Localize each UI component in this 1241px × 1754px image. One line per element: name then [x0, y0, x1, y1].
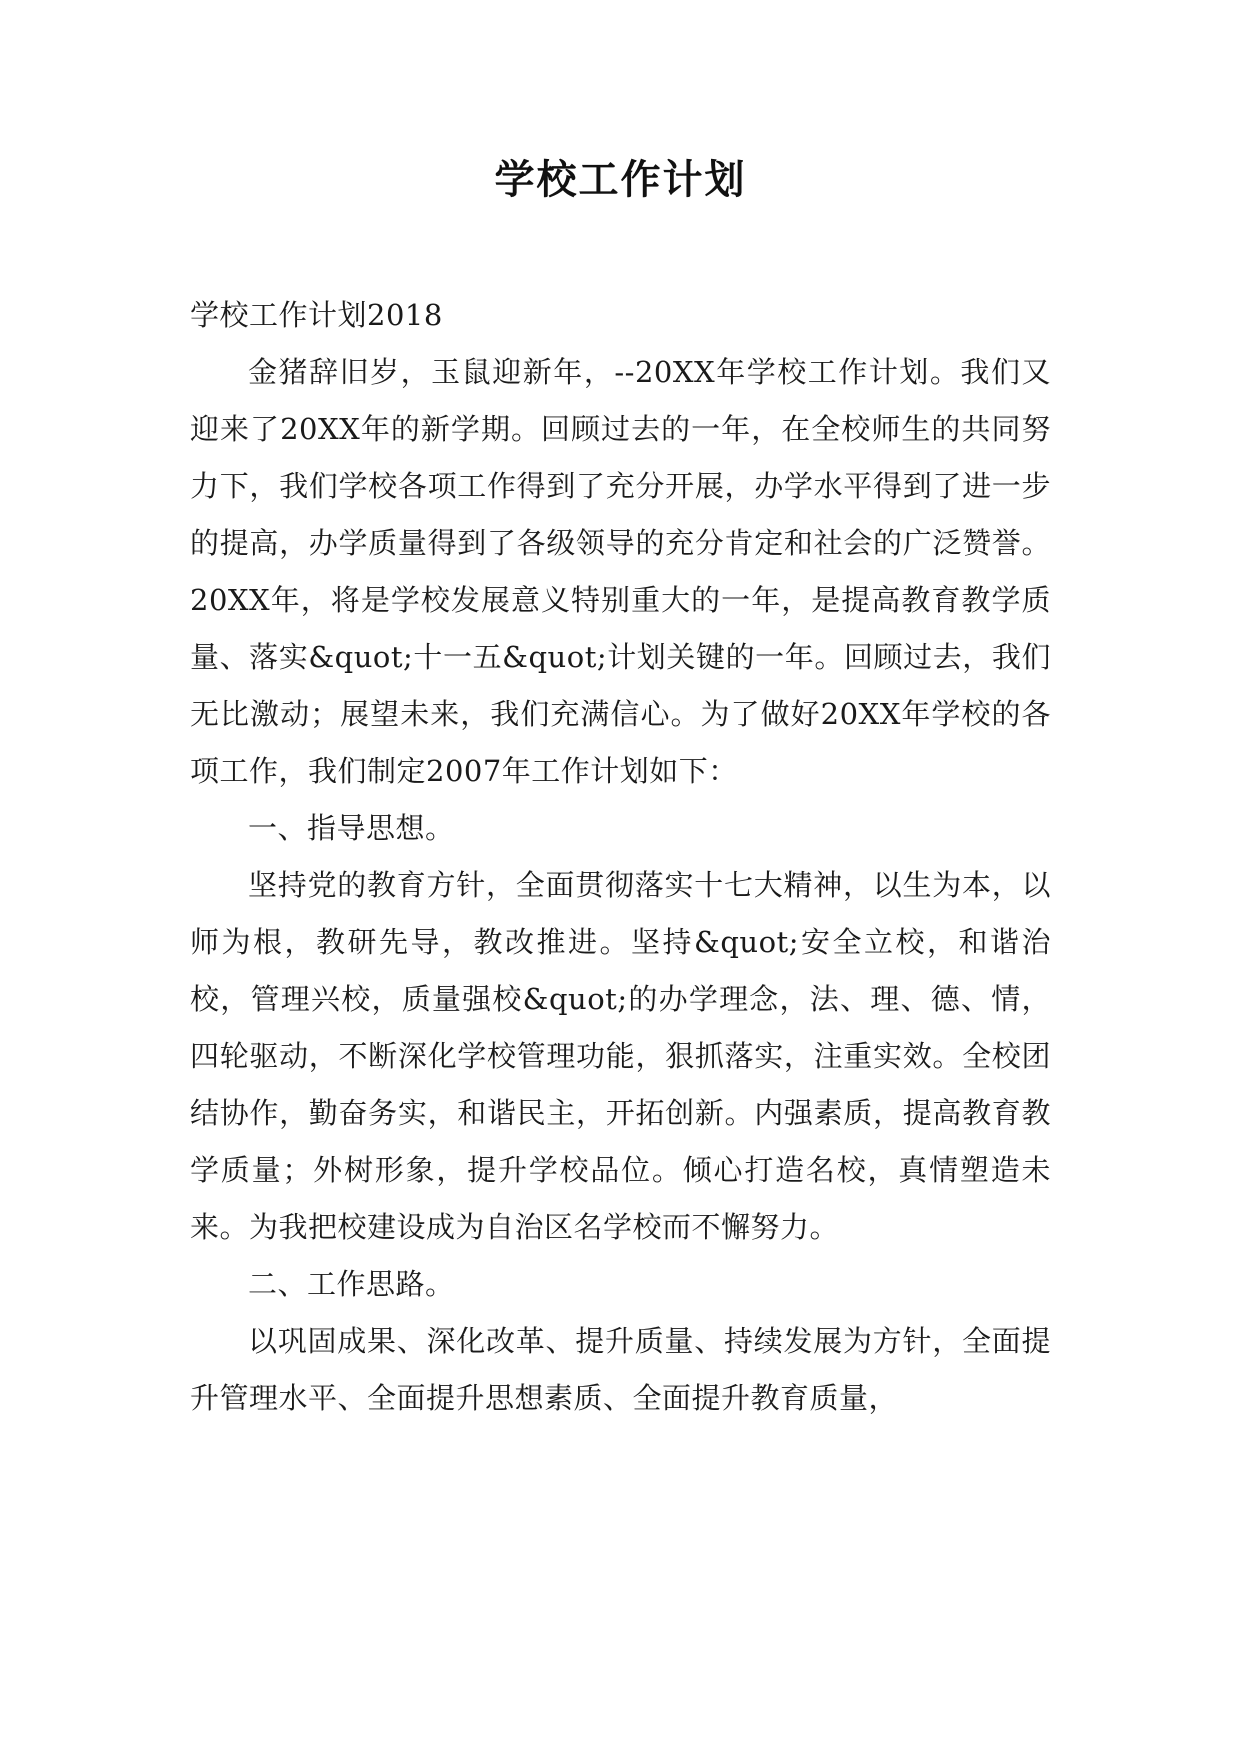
section-heading-work-approach: 二、工作思路。: [248, 1267, 455, 1301]
document-body: [190, 287, 1051, 1427]
document-title: 学校工作计划: [494, 156, 747, 203]
paragraph-guiding-ideology: 坚持党的教育方针，全面贯彻落实十七大精神，以生为本，以师为根，教研先导，教改推进。坚持&quot;安全立校，和谐治校，管理兴校，质量强校&quot;的办学理念，法、理、德、情，四轮驱动，不断深化学校管理功能，狠抓落实，注重实效。全校团结协作，勤奋务实，和谐民主，开拓创新。内强素质，提高教育教学质量；外树形象，提升学校品位。倾心打造名校，真情塑造未来。为我把校建设成为自治区名学校而不懈努力。: [190, 868, 1051, 1244]
section-heading-guiding-ideology: 一、指导思想。: [248, 811, 455, 845]
paragraph-work-approach: 以巩固成果、深化改革、提升质量、持续发展为方针，全面提升管理水平、全面提升思想素质、全面提升教育质量，: [190, 1324, 1051, 1415]
document-subtitle: 学校工作计划2018: [190, 298, 443, 332]
paragraph-intro: 金猪辞旧岁，玉鼠迎新年，--20XX年学校工作计划。我们又迎来了20XX年的新学期。回顾过去的一年，在全校师生的共同努力下，我们学校各项工作得到了充分开展，办学水平得到了进一步的提高，办学质量得到了各级领导的充分肯定和社会的广泛赞誉。20XX年，将是学校发展意义特别重大的一年，是提高教育教学质量、落实&quot;十一五&quot;计划关键的一年。回顾过去，我们无比激动；展望未来，我们充满信心。为了做好20XX年学校的各项工作，我们制定2007年工作计划如下：: [190, 355, 1051, 788]
